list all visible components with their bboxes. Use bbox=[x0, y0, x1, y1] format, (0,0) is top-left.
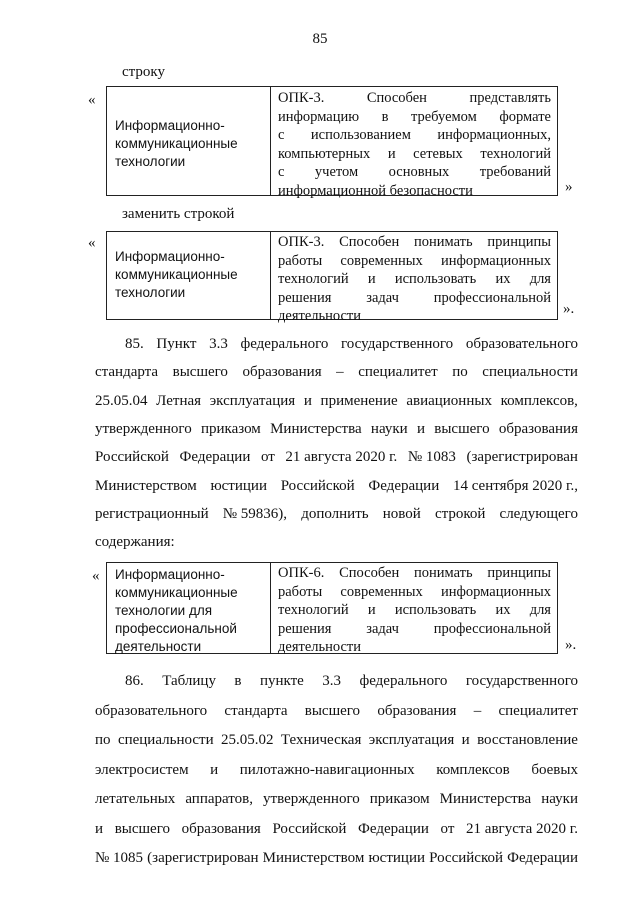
cell-line bbox=[278, 270, 551, 289]
close-quote: ». bbox=[563, 301, 575, 317]
word: 25.05.04 bbox=[95, 392, 148, 409]
table-added-row bbox=[106, 562, 558, 654]
word: Техническая bbox=[280, 732, 362, 748]
word: государственного bbox=[341, 336, 454, 352]
word: в bbox=[234, 673, 242, 689]
word: 21 августа 2020 г. bbox=[466, 820, 578, 837]
word: для bbox=[529, 602, 551, 618]
word: принципы bbox=[487, 234, 551, 250]
left-cell-line: технологии bbox=[115, 154, 186, 169]
word: № 59836), bbox=[222, 505, 288, 522]
word: Министерством bbox=[262, 850, 365, 866]
word: регистрационный bbox=[95, 505, 209, 522]
word: (зарегистрирован bbox=[147, 850, 259, 866]
word: технологий bbox=[278, 271, 349, 287]
word: федерального bbox=[359, 673, 448, 689]
word: технологий bbox=[278, 602, 349, 618]
word: информационных, bbox=[437, 127, 551, 143]
left-cell-line: коммуникационные bbox=[115, 136, 238, 151]
paragraph-line bbox=[95, 364, 578, 381]
word: и bbox=[210, 761, 219, 778]
word: образовательного bbox=[465, 336, 578, 352]
word: Способен bbox=[339, 234, 400, 250]
word: информацию bbox=[278, 108, 360, 125]
left-cell-line: деятельности bbox=[115, 639, 202, 654]
paragraph-line bbox=[95, 850, 578, 867]
word: Федерации bbox=[179, 449, 251, 466]
word: боевых bbox=[531, 761, 578, 778]
word: их bbox=[495, 271, 511, 287]
cell-line bbox=[278, 620, 551, 639]
paragraph-line bbox=[95, 449, 578, 466]
word: образовательного bbox=[95, 702, 208, 719]
paragraph-line bbox=[95, 791, 578, 808]
word: решения bbox=[278, 289, 332, 306]
word: стандарта bbox=[224, 702, 288, 719]
word: формате bbox=[499, 108, 551, 125]
word: Федерации bbox=[507, 850, 578, 866]
word: решения bbox=[278, 620, 332, 637]
word: и bbox=[461, 732, 470, 748]
left-cell-line: Информационно- bbox=[115, 118, 225, 133]
word: компьютерных bbox=[278, 145, 371, 162]
word: юстиции bbox=[368, 850, 425, 866]
word: федерального bbox=[240, 336, 329, 352]
word: (зарегистрирован bbox=[466, 449, 578, 466]
word: электросистем bbox=[95, 761, 189, 778]
cell-line bbox=[278, 89, 551, 108]
word: основных bbox=[388, 164, 450, 180]
table-right-cell bbox=[278, 89, 551, 199]
paragraph-line bbox=[95, 534, 578, 551]
table-right-cell bbox=[278, 233, 551, 324]
table-left-cell bbox=[107, 87, 271, 195]
word: аппаратов, bbox=[185, 791, 253, 807]
word: Российской bbox=[272, 820, 347, 837]
word: понимать bbox=[414, 565, 473, 581]
word: № 1085 bbox=[95, 850, 144, 866]
word: технологий bbox=[480, 145, 551, 162]
word: их bbox=[495, 602, 511, 618]
table-new-row bbox=[106, 231, 558, 324]
word: Таблицу bbox=[162, 673, 216, 689]
word: Министерством bbox=[95, 477, 197, 494]
word: 3.3 bbox=[322, 673, 342, 689]
word: Пункт bbox=[156, 336, 197, 352]
word: утвержденного bbox=[263, 791, 360, 807]
paragraph-line bbox=[95, 821, 578, 838]
cell-line bbox=[278, 583, 551, 602]
word: образования bbox=[377, 702, 457, 719]
word: и bbox=[367, 602, 376, 618]
cell-line bbox=[278, 638, 551, 657]
word: 14 сентября 2020 г., bbox=[452, 477, 578, 494]
word: учетом bbox=[314, 164, 359, 180]
word: специальности bbox=[482, 364, 578, 381]
open-quote: « bbox=[88, 92, 96, 108]
word: утвержденного bbox=[95, 420, 192, 437]
word: № 1083 bbox=[407, 449, 456, 466]
word: и bbox=[387, 145, 396, 162]
word: современных bbox=[340, 583, 423, 600]
paragraph-line bbox=[95, 393, 578, 410]
word: от bbox=[440, 820, 455, 837]
word: Летная bbox=[156, 392, 202, 409]
cell-line bbox=[278, 289, 551, 308]
word: Министерства bbox=[270, 420, 362, 437]
word: Федерации bbox=[368, 477, 440, 494]
word: ОПК-6. bbox=[278, 565, 325, 581]
word: 25.05.02 bbox=[221, 732, 274, 748]
word: летательных bbox=[95, 791, 176, 807]
word: ОПК-3. bbox=[278, 234, 325, 250]
word: использовать bbox=[394, 602, 477, 618]
word: высшего bbox=[304, 702, 361, 719]
page-number: 85 bbox=[312, 31, 328, 47]
word: по bbox=[95, 732, 111, 748]
word: высшего bbox=[172, 364, 228, 381]
word: приказом bbox=[200, 420, 261, 437]
left-cell-text bbox=[115, 566, 238, 656]
cell-line bbox=[278, 108, 551, 127]
word: 85. bbox=[125, 336, 144, 352]
word: с bbox=[278, 127, 285, 143]
word: информационной безопасности bbox=[278, 182, 473, 199]
word: принципы bbox=[487, 565, 551, 581]
word: требуемом bbox=[410, 108, 477, 125]
open-quote: « bbox=[88, 235, 96, 251]
word: эксплуатация bbox=[368, 732, 455, 748]
word: эксплуатация bbox=[209, 392, 296, 409]
word: и bbox=[416, 420, 425, 437]
word: дополнить bbox=[301, 505, 369, 522]
word: использованием bbox=[310, 127, 411, 143]
cell-line bbox=[278, 307, 551, 326]
word: образования bbox=[181, 820, 261, 837]
word: следующего bbox=[499, 505, 578, 522]
word: от bbox=[260, 449, 275, 466]
cell-line bbox=[278, 126, 551, 145]
word: Российской bbox=[95, 449, 169, 466]
word: профессиональной bbox=[433, 289, 551, 306]
word: использовать bbox=[394, 271, 477, 287]
word: государственного bbox=[465, 673, 578, 689]
word: новой bbox=[382, 505, 421, 522]
word: содержания: bbox=[95, 534, 175, 551]
paragraph-line bbox=[95, 478, 578, 495]
word: строкой bbox=[434, 505, 486, 522]
word: 3.3 bbox=[209, 336, 228, 352]
word: комплексов bbox=[436, 761, 510, 778]
word: работы bbox=[278, 252, 323, 269]
paragraph-line bbox=[95, 732, 578, 749]
word: 21 августа 2020 г. bbox=[285, 449, 398, 466]
word: деятельности bbox=[278, 639, 362, 655]
word: науки bbox=[370, 420, 408, 437]
paragraph-line bbox=[95, 506, 578, 523]
paragraph-line bbox=[95, 762, 578, 779]
word: задач bbox=[366, 289, 399, 306]
word: сетевых bbox=[413, 145, 463, 162]
word: информационных bbox=[440, 583, 551, 600]
word: авиационных bbox=[406, 392, 492, 409]
cell-line bbox=[278, 145, 551, 164]
left-cell-line: технологии bbox=[115, 285, 186, 300]
left-cell-line: профессиональной bbox=[115, 621, 237, 636]
cell-line bbox=[278, 564, 551, 583]
label-replace: заменить строкой bbox=[122, 206, 235, 222]
word: Способен bbox=[339, 565, 400, 581]
close-quote: ». bbox=[565, 637, 577, 653]
word: образования bbox=[498, 420, 578, 437]
word: и bbox=[367, 271, 376, 287]
word: профессиональной bbox=[433, 620, 551, 637]
paragraph-line bbox=[95, 703, 578, 720]
word: применение bbox=[320, 392, 398, 409]
left-cell-text bbox=[115, 117, 238, 171]
word: науки bbox=[541, 791, 578, 807]
word: Российской bbox=[280, 477, 355, 494]
left-cell-line: Информационно- bbox=[115, 249, 225, 264]
word: работы bbox=[278, 583, 323, 600]
word: образования bbox=[242, 364, 322, 381]
word: и bbox=[95, 820, 104, 837]
left-cell-line: технологии для bbox=[115, 603, 213, 618]
word: в bbox=[381, 108, 389, 125]
paragraph-line bbox=[95, 421, 578, 438]
cell-line bbox=[278, 233, 551, 252]
word: Федерации bbox=[358, 820, 429, 837]
word: высшего bbox=[434, 420, 490, 437]
word: и bbox=[303, 392, 312, 409]
label-stroku: строку bbox=[122, 64, 165, 80]
close-quote: » bbox=[565, 179, 573, 195]
word: специальности bbox=[117, 732, 214, 748]
cell-line bbox=[278, 252, 551, 271]
word: высшего bbox=[114, 820, 170, 837]
word: представлять bbox=[469, 90, 551, 106]
word: с bbox=[278, 164, 285, 180]
left-cell-line: коммуникационные bbox=[115, 585, 238, 600]
cell-line bbox=[278, 182, 551, 201]
left-cell-line: коммуникационные bbox=[115, 267, 238, 282]
word: восстановление bbox=[477, 732, 578, 748]
word: пункте bbox=[259, 673, 304, 689]
table-left-cell bbox=[107, 563, 271, 653]
word: – bbox=[336, 364, 344, 381]
word: юстиции bbox=[210, 477, 267, 494]
word: Способен bbox=[366, 90, 427, 106]
word: ОПК-3. bbox=[278, 90, 325, 106]
word: задач bbox=[366, 620, 399, 637]
open-quote: « bbox=[92, 568, 100, 584]
word: пилотажно-навигационных bbox=[239, 761, 415, 778]
table-right-cell bbox=[278, 564, 551, 653]
cell-line bbox=[278, 601, 551, 620]
word: информационных bbox=[440, 252, 551, 269]
word: Российской bbox=[429, 850, 504, 866]
paragraph-line bbox=[125, 673, 578, 690]
left-cell-line: Информационно- bbox=[115, 567, 225, 582]
table-old-row bbox=[106, 86, 558, 199]
word: понимать bbox=[414, 234, 473, 250]
word: деятельности bbox=[278, 308, 362, 324]
table-left-cell bbox=[107, 232, 271, 319]
word: 86. bbox=[125, 673, 144, 689]
word: по bbox=[452, 364, 468, 381]
word: для bbox=[529, 271, 551, 287]
word: требований bbox=[479, 164, 551, 180]
word: комплексов, bbox=[500, 392, 578, 409]
left-cell-text bbox=[115, 248, 238, 302]
word: приказом bbox=[369, 791, 430, 807]
word: специалитет bbox=[498, 702, 578, 719]
word: стандарта bbox=[95, 364, 159, 381]
word: – bbox=[473, 702, 482, 719]
paragraph-line bbox=[125, 336, 578, 353]
word: современных bbox=[340, 252, 423, 269]
word: Министерства bbox=[439, 791, 532, 807]
word: специалитет bbox=[358, 364, 438, 381]
cell-line bbox=[278, 163, 551, 182]
